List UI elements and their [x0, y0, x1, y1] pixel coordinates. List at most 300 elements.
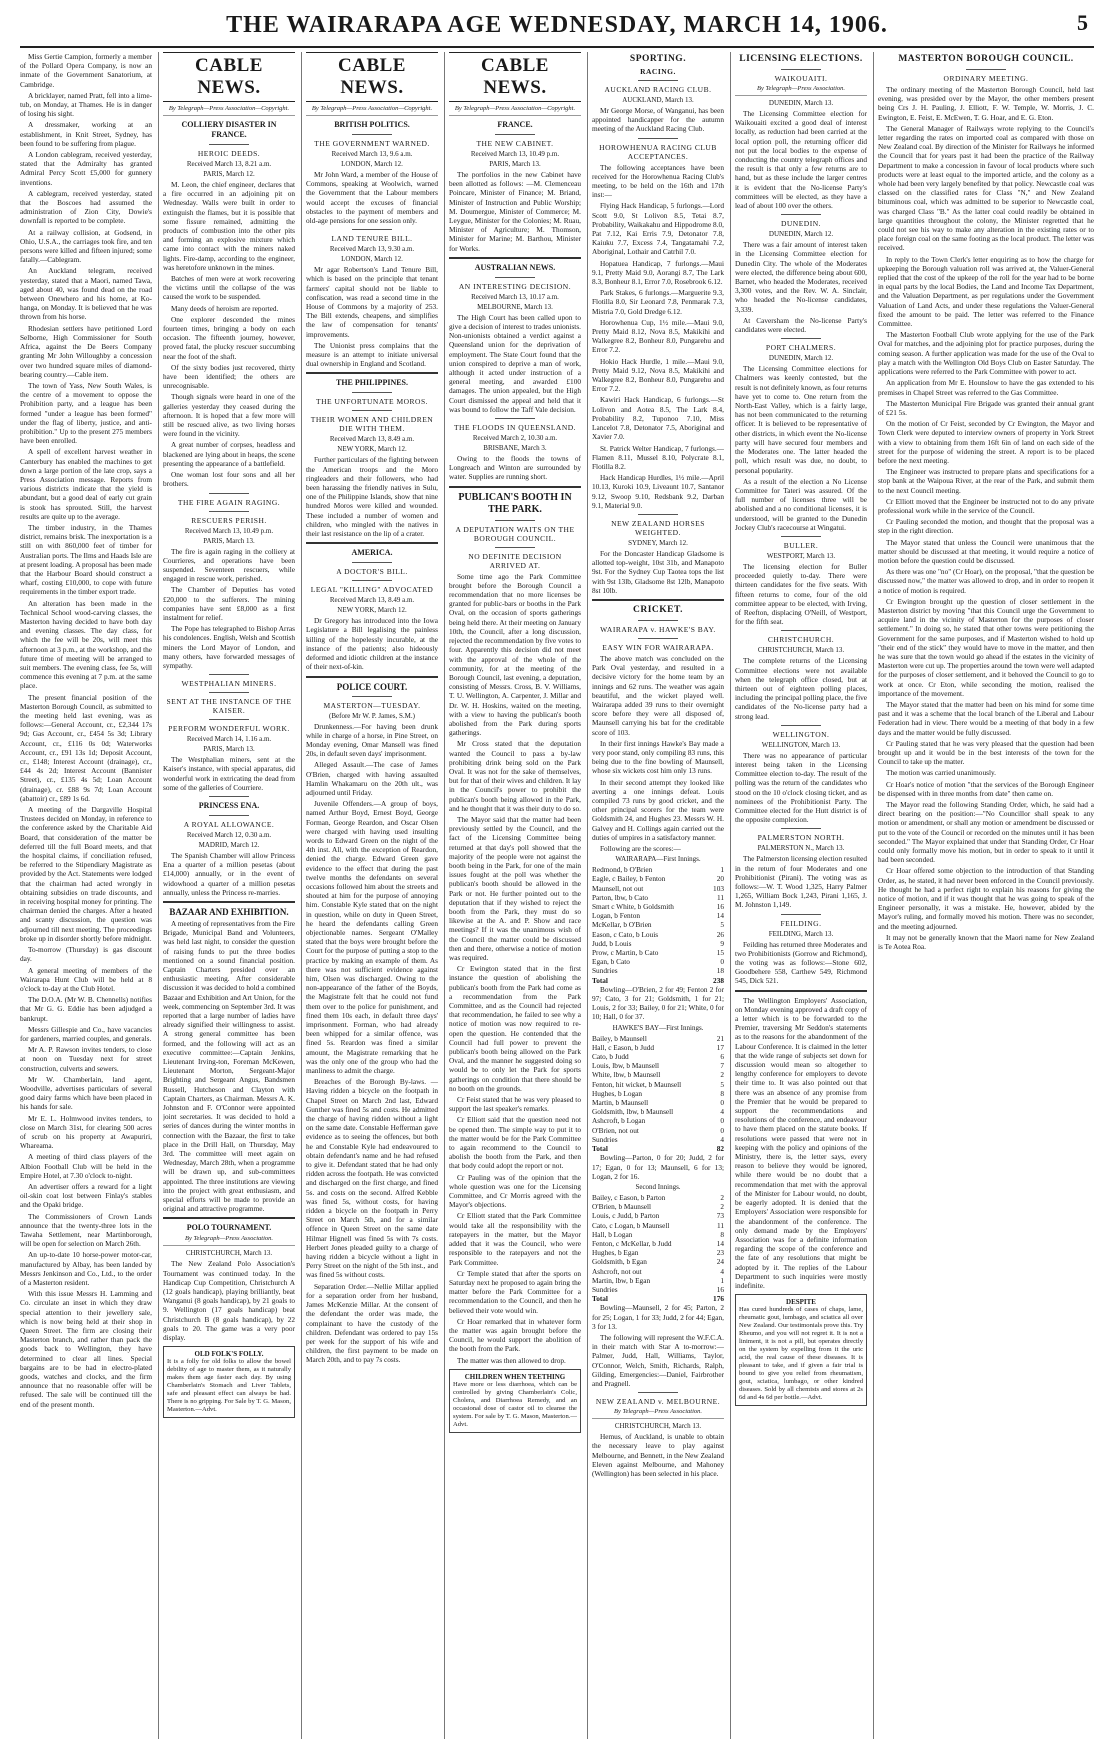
article-paragraph: Alleged Assault.—The case of James O'Brien, charged with having assaulted Hamlin Whakamaru on the 20th ult., was adjourned until Friday.: [306, 760, 438, 797]
place-heading: PORT CHALMERS.: [765, 343, 837, 353]
article-subhead: A DOCTOR'S BILL.: [336, 567, 408, 577]
received-line: Received March 13, 10.49 p.m.: [184, 526, 274, 535]
article-paragraph: One woman lost four sons and all her brothers.: [163, 470, 295, 489]
batsman-entry: Total: [592, 1144, 608, 1154]
article-paragraph: Though signals were heard in one of the galleries yesterday they ceased during the afternoon. It is hoped that a few more will still be rescued alive, as two living horses were found in the vicinity.: [163, 392, 295, 439]
dateline: LONDON, March 12.: [341, 160, 403, 168]
scorecard-row: [592, 1267, 724, 1276]
article-headline: POLO TOURNAMENT.: [186, 1223, 272, 1233]
runs-value: 0: [720, 1125, 724, 1135]
article-paragraph: The Wellington Employers' Association, on Monday evening approved a draft copy of a letter which is to be forwarded to the Premier, traversing Mr Seddon's statements as to the reasons for the abandonment of the Labour Conference. It is claimed in the letter that the wide range of subjects set down for discussion would mean so altogether to lengthy conference for employers to devote their time to. It was also pointed out that there was an absence of any promise from the Premier that he would be prepared to support the recommendations and resolutions of the conference, and endeavour to have them placed on the statute books. If resolutions were passed that were not in keeping with the policy and opinions of the Ministry, there is, the letter says, every reason to believe they would be ignored, while there would be no doubt that a recommendation that met with the approval of the Minister for Labour would, no doubt, be eagerly adopted. It is denied that the Employers' Association were responsible for the abandonment of the conference. The only demand made by the Employers' Association was for a definite information regarding the scope of the conference and the fate of any resolutions that might be adopted by it. The replies of the Labour Department to such inquiries were mostly indefinite.: [735, 995, 867, 1290]
batsman-entry: Fenton, hit wicket, b Maunsell: [592, 1079, 682, 1089]
article-paragraph: In their second attempt they looked like averting a one innings defeat. Louis compiled 73 runs by good cricket, and the other principal scorers for the team were Goldsmith 24, and Hughes 23. Messrs W. H. Galvey and H. Collings again carried out the duties of umpires in a satisfactory manner.: [592, 777, 724, 842]
batsman-entry: O'Brien, b Maunsell: [592, 1202, 652, 1212]
article-paragraph: Horowhenua Cup, 1½ mile.—Maui 9.0, Pretty Maid 8.12, Nova 8.5, Makikihi and Walkegree 8.2, Bonheur 8.0, Pungarehu and Error 7.2.: [592, 317, 724, 355]
article-paragraph: Following are the scores:—: [600, 844, 681, 853]
runs-value: 8: [720, 1088, 724, 1098]
separator: [638, 138, 678, 139]
dateline: AUCKLAND, March 13.: [622, 96, 694, 104]
dateline: NEW YORK, March 12.: [337, 445, 407, 454]
scorecard-heading: WAIRARAPA—First Innings.: [615, 855, 701, 864]
scorecard-row: [592, 1080, 724, 1089]
column-rule: [444, 52, 445, 1739]
article-headline: HOROWHENUA RACING CLUB ACCEPTANCES.: [599, 142, 717, 161]
news-paragraph: Rhodesian settlers have petitioned Lord Selborne, High Commissioner for South Africa, against the De Beers Company granting Mr John Willoughby a concession over two hundred square miles of diamond-bearing country.—Cable item.: [20, 323, 152, 379]
batsman-entry: Fenton, c McKellar, b Judd: [592, 1238, 672, 1248]
article-paragraph: St. Patrick Welter Handicap, 7 furlongs.—Flamen 8.11, Mussel 8.10, Polycrate 8.1, Flotilla 8.2.: [592, 443, 724, 471]
article-paragraph: The Mayor read the following Standing Order, which, he said had a direct bearing on the position:—"No Councillor shall speak to any motion or amendment, or shall any motion or amendment be discussed or put to the vote of the Council or recorded on the minutes until it has been seconded." The Mayor explained that under that Standing Order, Cr Hoar could only formally move his motion, but in order to speak to it until it had been seconded.: [878, 800, 1094, 865]
article-paragraph: Many deeds of heroism are reported.: [171, 303, 279, 313]
article-paragraph: Cr Pauling seconded the motion, and thought that the proposal was a step in the right direction.: [878, 517, 1094, 536]
scorecard-row: [592, 1285, 724, 1294]
runs-value: 1: [720, 865, 724, 875]
article-paragraph: Mr John Ward, a member of the House of Commons, speaking at Woolwich, warned the Government that the Labour members would accept the excuses of financial obstacles to the payment of members and old-age pensions for one session only.: [306, 170, 438, 226]
article-paragraph: Cr Elliott stated that the Park Committee would take all the responsibility with the ratepayers in the matter, but the Mayor added that it was the Council, who were responsible to the ratepayers and not the Park Committee.: [449, 1211, 581, 1267]
dateline: CHRISTCHURCH, March 13.: [185, 1249, 273, 1258]
article-subhead: EASY WIN FOR WAIRARAPA.: [602, 642, 714, 652]
article-body: [306, 265, 438, 368]
section-heading: MASTERTON BOROUGH COUNCIL.: [898, 54, 1074, 64]
news-paragraph: An alteration has been made in the Technical School wood-carving classes, the Masterton having decided to have both day and evening classes. The day class, for which the fee will be 20s, will meet this afternoon at 3 p.m., at the workshop, and the future time of meeting will be arranged to suit members. The evening class, fee 5s, will commence this evening at 7 p.m. at the same place.: [20, 598, 152, 691]
article-paragraph: Hack Handicap Hurdles, 1½ mile.—April 10.13, Kuroki 10.9, Liveaunt 10.7, Santanor 9.12, Swoop 9.10, Redsbank 9.2, Darban 9.1, Material 9.0.: [592, 473, 724, 510]
scorecard-row: [592, 1052, 724, 1061]
runs-value: 23: [716, 1248, 724, 1258]
article-body: [163, 547, 295, 671]
advertisement: [735, 1294, 867, 1406]
article-paragraph: Drunkenness.—For having been drunk while in charge of a horse, in Pine Street, on Monday evening, Omar Mansell was fined 20s, in default seven days' imprisonment.: [306, 721, 438, 759]
article-paragraph: A great number of corpses, headless and blackened are lying about in heaps, the scene presenting the appearance of a battlefield.: [163, 440, 295, 468]
article-headline: PRINCESS ENA.: [198, 800, 260, 810]
separator: [495, 547, 535, 548]
scorecard-total-row: [592, 976, 724, 985]
article-subhead: PERFORM WONDERFUL WORK.: [168, 724, 290, 734]
article-subhead: SENT AT THE INSTANCE OF THE KAISER.: [166, 697, 292, 716]
separator: [781, 914, 821, 915]
scorecard-row: [592, 1202, 724, 1211]
batsman-entry: Parton, lbw, b Cato: [592, 892, 649, 902]
column-rule: [873, 52, 874, 1739]
dateline: PARIS, March 12.: [203, 170, 255, 178]
scorecard-row: [592, 1211, 724, 1220]
article-paragraph: The Westphalian miners, sent at the Kaiser's instance, with special apparatus, did wonderful work in extricating the dead from some of the galleries of Courriere.: [163, 755, 295, 792]
runs-value: 5: [720, 920, 724, 930]
article-headline: THE PHILIPPINES.: [335, 378, 408, 388]
batsman-entry: Ashcroft, not out: [592, 1266, 642, 1276]
place-heading: FEILDING.: [780, 918, 822, 928]
column-1-local-news: [20, 52, 152, 1739]
batsman-entry: Hall, c Eason, b Judd: [592, 1042, 655, 1052]
batsman-entry: Eagle, c Bailey, b Fenton: [592, 874, 666, 884]
news-paragraph: Miss Gertie Campion, formerly a member of the Pollard Opera Company, is now an inmate of the Government Sanatorium, at Cambridge.: [20, 52, 152, 89]
ad-title: DESPITE: [786, 1298, 816, 1307]
dateline: MELBOURNE, March 13.: [477, 302, 553, 311]
news-paragraph: Mr A. P. Rawson invites tenders, to close at noon on Tuesday next for street construction, culverts and sewers.: [20, 1045, 152, 1073]
scorecard-row: [592, 874, 724, 883]
separator: [209, 144, 249, 145]
separator: [352, 410, 392, 411]
article-paragraph: The complete returns of the Licensing Committee elections were not available when the telegraph office closed, but at thirteen out of eighteen polling places, including the principal polling place, the five candidates of the No-license party had a strong lead.: [735, 656, 867, 721]
dateline: NEW YORK, March 12.: [337, 606, 407, 615]
runs-value: 15: [716, 948, 724, 958]
separator: [781, 828, 821, 829]
article-body: [163, 919, 295, 1214]
article-subhead: A ROYAL ALLOWANCE.: [183, 819, 275, 829]
batsman-entry: Sundries: [592, 1134, 618, 1144]
runs-value: 7: [720, 1061, 724, 1071]
batsman-entry: Prow, c Martin, b Cato: [592, 948, 659, 958]
article-paragraph: Cr Ewington stated that in the first instance the question of abolishing the publican's booth from the Park had come as a recommendation from the Park Committee, and as the Council had rejected that recommendation, he failed to see why a notice of motion was now required to re-open the question. He contended that the Council had full power to prevent the publican's booth being allowed on the Park Oval, and the manner he suggested doing so would be to only let the Park for sports gatherings on condition that there should be no booth on the grounds.: [449, 964, 581, 1093]
advertisement: [163, 1346, 295, 1418]
article-paragraph: There was no appearance of particular interest being taken in the Licensing Committee election to-day. The result of the polling was the return of the candidates who stood on the 10 o'clock closing ticket, and as nominees of the Prohibitionist Party. The Committee elected for the Hutt district is of the opposite complexion.: [735, 750, 867, 825]
article-headline: BRITISH POLITICS.: [334, 120, 410, 129]
separator: [209, 511, 249, 512]
article-paragraph: For the Doncaster Handicap Gladsome is allotted top-weight, 10st 31b, and Manapoto 9st. For the Sydney Cup Taotea tops the list with 9st 13lb, Gladsome 8st 12lb, Manapoto 8st 10lb.: [592, 548, 724, 595]
cable-news-banner: CABLE NEWS.: [306, 52, 438, 102]
scorecard-row: [592, 1126, 724, 1135]
scorecard-heading: HAWKE'S BAY—First Innings.: [612, 1023, 704, 1032]
news-paragraph: A bricklayer, named Pratt, fell into a lime-tub, on Monday, at Thames. He is in danger of losing his sight.: [20, 90, 152, 119]
received-line: Received March 13, 8.49 a.m.: [329, 596, 415, 605]
article-paragraph: Hokio Hack Hurdle, 1 mile.—Maui 9.0, Pretty Maid 9.12, Nova 8.5, Makikihi and Walkegree 8.2, Bonheur 8.0, Pungarehu and Error 7.2.: [592, 356, 724, 394]
byline: By Telegraph—Press Association.: [735, 85, 867, 96]
article-body: [592, 549, 724, 595]
news-paragraph: A cablegram, received yesterday, stated that the Boscoes had assumed the administration of Zion City, Dowie's downfall is reported to be complete.: [20, 188, 152, 226]
article-body: [592, 163, 724, 510]
article-body: [592, 654, 724, 853]
runs-value: 2: [720, 1192, 724, 1202]
separator: [638, 80, 678, 81]
news-paragraph: To-morrow (Thursday) is gas discount day.: [20, 945, 152, 964]
article-paragraph: The ordinary meeting of the Masterton Borough Council, held last evening, was presided over by the Mayor, the other members present being Crs J. H. Pauling, J. Elliott, F. W. Temple, W. Morris, J. C. Ewington, E. Feist, E. McEwen, T. G. Hoar, and E. G. Eton.: [878, 85, 1094, 122]
article-paragraph: The matter was then allowed to drop.: [457, 1355, 566, 1365]
article-paragraph: Juvenile Offenders.—A group of boys, named Arthur Boyd, Ernest Boyd, George Forman, George Reardon, and Oscar Olsen were charged with having used insulting words to Edward Green on the night of the 4th inst. All, with the exception of Reardon, denied the charge. Edward Green gave evidence to the effect that during the past twelve months the defendants on several occasions followed him about the streets and shouted at him for the purpose of annoying him. Constable Kyle stated that on the night in question, while on duty in Queen Street, he heard the defendants calling Green objectionable names. Sergeant O'Malley stated that the boys were brought before the Court for the purpose of putting a stop to the practice by making an example of them. As there was not sufficient evidence against him, Olsen was discharged. Owing to the non-appearance of the father of the Boyds, the Magistrate felt that he could not fund them over to the police for punishment, and fined them 10s each, in default three days' imprisonment. Forman, who had already been whipped for a similar offence, was fined 5s. Reardon was fined a similar amount, the Magistrate remarking that he was the only one of the group who had the manliness to admit the charge.: [306, 799, 438, 1076]
batsman-entry: Goldsmith, lbw, b Maunsell: [592, 1107, 674, 1117]
article-paragraph: In reply to the Town Clerk's letter enquiring as to how the charge for upkeeping the Borough valuation roll was arrived at, the Valuer-General replied that the cost of the upkeep of the roll for the year had to be borne in equal parts by the local Bodies, the Land and Income Tax Department, and the Valuation Department, as per regulations under the Government Valuation of Land Acts, and under these regulations the Valuer-General fixed the amount to be paid. The letter was referred to the Finance Committee.: [878, 254, 1094, 329]
masthead: [20, 6, 1094, 48]
news-paragraph: The Commissioners of Crown Lands announce that the twenty-three lots in the Tawaha Settlement, near Martinborough, will be open for selection on March 26th.: [20, 1211, 152, 1249]
separator: [966, 69, 1006, 70]
batsman-entry: Louis, lbw, b Maunsell: [592, 1061, 660, 1071]
dateline: WESTPORT, March 13.: [766, 551, 836, 560]
article-paragraph: M. Leon, the chief engineer, declares that a fire occurred in an adjoining pit on Wednesday. Walls were built in order to extinguish the flames, but it is possible that some fissure remained, admitting the products of combustion into the other pits and forming an explosive mixture which came into contact with the miners naked lights. Fire-damp, according to the engineer, was heretofore unknown in the mines.: [163, 180, 295, 272]
scorecard-heading: Second Innings.: [635, 1182, 681, 1191]
section-rule: [306, 542, 438, 544]
scorecard-row: [592, 1221, 724, 1230]
article-paragraph: Breaches of the Borough By-laws. —Having ridden a bicycle on the footpath in Chapel Street on March 2nd last, Edward Gunther was fined 5s and costs. He admitted the charge of having ridden without a light on the same date. Constable Hefferman gave evidence as to seeing the offences, but both he and Constable Kyle had endeavoured to obtain defendant's name and he had refused to give it. Defendant stated that he had only ridden across the footpath. He was convicted and discharged on the first charge, and fined 5s. and costs on the second. Alfred Kebble was fined 5s, without costs, for having ridden a bicycle on the footpath in Perry Street on March 5th, and for a similar offence in Queen Street on the same date Hilmar Hignell was fined 5s with 7s costs. Herbert Jones pleaded guilty to a charge of having ridden a bicycle without a light in Perry Street on the night of the 5th inst., and was fined 5s without costs.: [306, 1077, 438, 1280]
byline: By Telegraph—Press Association—Copyright.: [306, 105, 438, 116]
dateline: DUNEDIN, March 12.: [768, 230, 834, 239]
article-body: [306, 455, 438, 538]
separator: [352, 392, 392, 393]
section-rule: [735, 990, 867, 992]
article-paragraph: The General Manager of Railways wrote replying to the Council's letter regarding the rates on imported coal as compared with those on New Zealand coal. By direction of the Minister for Railways he informed the Council that for years past it had been the practice of the Railway Department to make a concession in favour of local products where such products were at least equal to the imported article, and the colony as a whole had been very largely benefited by that policy. Newcastle coal was classed on the classified rates for Class "N," and New Zealand bituminous coal, which was admitted to be superior to Newcastle coal, was charged Class "B." As the latter coal could readily be obtained in large quantities throughout the colony, the Minister regretted that he could not see his way to make any alteration in the existing rates or to place foreign coal on the same footing as the local product. The letter was received.: [878, 123, 1094, 253]
article-subhead: THE GOVERNMENT WARNED.: [314, 139, 430, 148]
dateline: FEILDING, March 13.: [768, 929, 834, 938]
received-line: Received March 13, 10.49 p.m.: [470, 150, 560, 158]
scorecard-row: [592, 884, 724, 893]
article-paragraph: Cr Hoar remarked that in whatever form the matter was again brought before the Council, he would support the abolition of the booth from the Park.: [449, 1316, 581, 1354]
article-body: [449, 170, 581, 253]
article-subhead: AN INTERESTING DECISION.: [458, 281, 572, 291]
news-paragraph: With this issue Messrs H. Lamming and Co. circulate an inset in which they draw special attention to their jewellery sale, which is now being held at their shop in Queen Street. The firm are closing their Masterton branch, and rather than pack the goods back to Wellington, they have determined to clear all lines. Special bargains are to be had in electro-plated goods, watches and clocks, and the firm announce that no reasonable offer will be refused. The sale will be continued till the end of the present month.: [20, 1289, 152, 1409]
article-headline: NEW ZEALAND v. MELBOURNE.: [595, 1397, 721, 1407]
separator: [638, 1392, 678, 1393]
runs-value: 5: [720, 1079, 724, 1089]
article-paragraph: In their first innings Hawke's Bay made a very poor stand, only compiling 83 runs, this being due to the fine bowling of Maunsell, whose six wickets cost him only 13 runs.: [592, 738, 724, 776]
batsman-entry: Martin, lbw, b Egan: [592, 1275, 651, 1285]
page-number: 5: [1077, 10, 1088, 35]
scorecard-row: [592, 1061, 724, 1070]
separator: [781, 536, 821, 537]
separator: [495, 520, 535, 521]
place-heading: CHRISTCHURCH.: [767, 635, 835, 645]
scorecard-total: [592, 1294, 724, 1303]
byline: By Telegraph—Press Association—Copyright.: [163, 105, 295, 116]
article-paragraph: Park Stakes, 6 furlongs.—Marguerite 9.3, Flotilla 8.0, Sir Leonard 7.8, Penmarak 7.3, Mistria 7.0, Gold Dredge 6.12.: [592, 288, 724, 316]
article-headline: NEW ZEALAND HORSES WEIGHTED.: [611, 518, 705, 537]
article-paragraph: The Mayor stated that the matter had been on his mind for some time past and it was a scheme that the local branch of the Liberal and Labour Federation had in view. There would be a meeting of that body in a few days and the matter would be fully discussed.: [878, 700, 1094, 737]
article-headline: AUCKLAND RACING CLUB.: [604, 85, 712, 94]
article-paragraph: The Unionist press complains that the measure is an attempt to initiate universal dual ownership in England and Scotland.: [306, 340, 438, 369]
section-rule: [449, 486, 581, 488]
news-paragraph: A general meeting of members of the Wairarapa Hunt Club will be held at 8 o'clock to-day at the Club Hotel.: [20, 965, 152, 993]
batsman-entry: Bailey, b Maunsell: [592, 1033, 647, 1043]
article-headline: COLLIERY DISASTER IN FRANCE.: [181, 120, 277, 139]
dateline: PARIS, March 13.: [203, 536, 255, 545]
article-subhead: THEIR WOMEN AND CHILDREN DIE WITH THEM.: [310, 415, 434, 434]
runs-value: 21: [716, 1033, 724, 1043]
separator: [209, 719, 249, 720]
runs-value: 11: [716, 1220, 724, 1230]
bowling-summary: Bowling—Maunsell, 2 for 45; Parton, 2 for 25; Logan, 1 for 33; Judd, 2 for 44; Egan, 3 for 13.: [592, 1303, 724, 1331]
article-headline: AUSTRALIAN NEWS.: [474, 262, 556, 272]
article-paragraph: Dr Gregory has introduced into the Iowa Legislature a Bill legalising the painless killing of the hopelessly incurable, at the instance of the patients; also hideously deformed and idiotic children at the instance of their next-of-kin.: [306, 616, 438, 672]
section-rule: [163, 901, 295, 903]
section-rule: [592, 599, 724, 601]
separator: [495, 418, 535, 419]
runs-value: 24: [716, 1257, 724, 1267]
article-paragraph: The Licensing Committee election for Waikouaiti excited a good deal of interest locally, as reduction had been carried at the local option poll, the returning officer did not put the local bodies to the expense of conducting the country telegraph offices and the result is that only a few returns are to hand, but as these include the larger centres it is evident that the No-license Party's committees will be elected, as they have a lead of about 100 over the others.: [735, 109, 867, 211]
news-paragraph: A London cablegram, received yesterday, stated that the Admiralty has granted Admiral Percy Scott £5,000 for gunnery inventions.: [20, 150, 152, 187]
scorecard-row: [592, 948, 724, 957]
article-paragraph: The licensing election for Buller proceeded quietly to-day. There were thirteen candidates for the five seats. With fifteen returns to come, four of the old committee appear to be elected, with Irving, of Reefton, displacing O'Neill, of Westport, for the fifth seat.: [735, 561, 867, 627]
received-line: Received March 2, 10.30 a.m.: [472, 434, 558, 443]
separator: [352, 580, 392, 581]
article-body: [306, 722, 438, 1365]
scorecard-row: [592, 930, 724, 939]
news-paragraph: A meeting of the Dargaville Hospital Trustees decided on Monday, in reference to the conference asked by the Charitable Aid Board, that consideration of the matter be deferred till the full Board meets, and that the hospital claims, if conciliation refused, be referred to the Stipendiary Magistrate as provided by the Act. Statements were lodged that the chairman had acted wrongly in obtaining subsidies on trade discounts, and in receiving hospital money for printing. The chairman denied the charges. After a heated and scanty discussion, the question was adjourned till next meeting. The proceedings broke up in disorder shortly before midnight.: [20, 805, 152, 943]
news-paragraph: At a railway collision, at Godsend, in Ohio, U.S.A., the carriages took fire, and ten persons were killed and fifteen injured; some fatally.—Cablegram.: [20, 227, 152, 265]
news-paragraph: Messrs Gillespie and Co., have vacancies for gardeners, married couples, and generals.: [20, 1024, 152, 1043]
article-paragraph: Some time ago the Park Committee brought before the Borough Council a recommendation that no more licenses be granted for public-bars or booths in the Park Oval, on the occasion of sports gatherings being held there. At their meeting on January 10th, the Council, after a long discussion, rejected the recommendation by five votes to four. Apparently this decision did not meet with the approval of the whole of the community, for at the meeting of the Borough Council, last evening, a deputation, consisting of Messrs. Cross, B. V. Williams, T. U. Wellington, A. Carpenter, J. Millar and Dr. W. H. Hoskins, waited on the meeting, with a view to having the publican's booth abolished from the Park during sports gatherings.: [449, 571, 581, 738]
article-body: [878, 85, 1094, 951]
article-subhead: MASTERTON—TUESDAY.: [323, 700, 421, 710]
batsman-entry: Logan, b Fenton: [592, 911, 641, 921]
article-body: [449, 313, 581, 414]
separator: [638, 514, 678, 515]
ad-title: OLD FOLK'S FOLLY.: [194, 1350, 264, 1359]
article-paragraph: The High Court has been called upon to give a decision of interest to trades unionists. Non-unionists obtained a verdict against a Queensland union for the deprivation of employment. The State Court found that the union conspired to deprive a man of work, although it acted under instruction of a general meeting, and awarded £100 damages. The union appealed, but the High Court dismissed the appeal and held that it was bound to follow the Taff Vale decision.: [449, 312, 581, 414]
article-paragraph: The Masterton Football Club wrote applying for the use of the Park Oval for matches, and the adjoining plot for practice purposes, during the coming season. A further application was made for the use of the Oval to play a match with the Wellington Old Boys Club on Easter Saturday. The applications were referred to the Park Committee with power to act.: [878, 330, 1094, 377]
column-5-sporting: [592, 52, 724, 1739]
news-paragraph: An advertiser offers a reward for a light oil-skin coat lost between Finlay's stables and the Opaki bridge.: [20, 1181, 152, 1210]
scorecard-row: [592, 957, 724, 966]
dateline: DUNEDIN, March 13.: [768, 99, 834, 107]
masthead-title: THE WAIRARAPA AGE WEDNESDAY, MARCH 14, 1906.: [226, 12, 888, 38]
received-line: Received March 13, 9.6 a.m.: [331, 150, 413, 158]
article-paragraph: A meeting of representatives from the Fire Brigade, Municipal Band and Volunteers, was held last night, to consider the question of raising funds to put the three bodies mentioned on a sound financial position. Captain Charters presided over an enthusiastic meeting. After considerable discussion it was decided to hold a combined Bazaar and Exhibition and Art Union, for the week, commencing on September 3rd. It was reported that a large number of ladies have already signified their willingness to assist. A strong general committee has been formed, and the following will act as an executive committee:—Captain Jenkins, Lieutenant Irving-ton, Foreman McKewen, Lieutenant Morton, Sergeant-Major Brighting and Sergeant Angus, Bandsmen Russell, Hutcheson and Clayton with Captain Charters, as Chairman. Messrs A. K. Johnston and F. O'Connor were appointed joint secretaries. It was decided to hold a series of dances during the winter months in connection with the Bazaar, the first to take place in the Drill Hall, on Thursday, May 3rd. The committee will meet again on Wednesday, March 28th, when a programme will be drawn up, and sub-committees appointed. The three institutions are viewing into the project with great enthusiasm, and special efforts will be made to provide an original and attractive programme.: [163, 918, 295, 1214]
licensing-sections: [735, 69, 867, 986]
article-paragraph: The Palmerston licensing election resulted in the return of four Moderates and one Prohibitionist (Pirani). The voting was as follows:—W. T. Wood 1,325, Harry Palmer 1,265, William Bock 1,243, Pirani 1,165, J. M. Johnston 1,149.: [735, 854, 867, 910]
article-headline: WESTPHALIAN MINERS.: [181, 679, 277, 689]
article-paragraph: The following will represent the W.F.C.A. in their match with Star A to-morrow:—Palmer, Judd, Hall, Williams, Taylor, O'Connor, Welch, Smith, Richards, Ralph, Gilding, Emergencies:—Daniel, Fairbrother and Pragnell.: [592, 1332, 724, 1388]
column-2-cable-news: [163, 52, 295, 1739]
batsman-entry: Bailey, c Eason, b Parton: [592, 1192, 666, 1202]
cable-news-banner: CABLE NEWS.: [163, 52, 295, 102]
news-paragraph: The D.O.A. (Mr W. B. Chennells) notifies that Mr G. G. Eddie has been adjudged a bankrupt.: [20, 995, 152, 1023]
article-body: [163, 755, 295, 792]
runs-value: 4: [720, 1266, 724, 1276]
bowling-summary: Bowling—Parton, 0 for 20; Judd, 2 for 17; Egan, 0 for 13; Maunsell, 6 for 13; Logan, 2 for 16.: [592, 1153, 724, 1181]
court-bench: (Before Mr W. P. James, S.M.): [329, 711, 415, 720]
article-paragraph: An application from Mr E. Hounslow to have the gas extended to his premises in Chapel Street was referred to the Gas Committee.: [878, 378, 1094, 397]
column-7-borough-council: [878, 52, 1094, 1739]
article-subhead: A DEPUTATION WAITS ON THE BOROUGH COUNCIL.: [455, 524, 575, 543]
batsman-entry: Total: [592, 975, 608, 985]
runs-value: 103: [713, 883, 724, 893]
cable-news-banner: CABLE NEWS.: [449, 52, 581, 102]
scorecard-row: [592, 1230, 724, 1239]
place-heading: PALMERSTON NORTH.: [757, 833, 845, 843]
batsman-entry: Goldsmith, b Egan: [592, 1257, 647, 1267]
article-body: [306, 170, 438, 225]
article-paragraph: Cr Pauling stated that he was very pleased that the question had been brought up and it would be in the best interests of the town for the Council to take up the matter.: [878, 738, 1094, 767]
article-paragraph: Mr agar Robertson's Land Tenure Bill, which is based on the principle that tenant farmers' capital should not be liable to confiscation, was read a second time in the House of Commons by a majority of 253. The Bill extends, cheapens, and simplifies the law of compensation for tenants' improvements.: [306, 265, 438, 339]
batsman-entry: Smart c White, b Goldsmith: [592, 902, 674, 912]
article-body: [449, 572, 581, 1365]
place-heading: WAIKOUAITI.: [774, 74, 828, 83]
dateline: SYDNEY, March 12.: [628, 538, 688, 547]
batsman-entry: Sundries: [592, 966, 618, 976]
dateline: LONDON, March 12.: [341, 255, 403, 264]
runs-value: 6: [720, 1052, 724, 1062]
news-paragraph: The town of Yass, New South Wales, is the centre of a movement to oppose the Prohibition party, and a league has been formed "under a league has been formed" under the flag of liberty, justice, and anti-prohibition." Up to the present 275 members have been enrolled.: [20, 380, 152, 446]
separator: [352, 229, 392, 230]
article-paragraph: The Engineer was instructed to prepare plans and specifications for a stop bank at the Waipoua River, at the rear of the Park, and submit them to the next Council meeting.: [878, 467, 1094, 495]
article-subhead: NO DEFINITE DECISION ARRIVED AT.: [468, 551, 562, 570]
article-paragraph: Further particulars of the fighting between the American troops and the Moro ringleaders and their followers, who had been harassing the friendly natives in Sulu, one of the Philippine Islands, show that nine hundred Moros were killed and wounded. These included a number of women and children, who mingled with the natives in their last resistance on the lip of a crater.: [306, 455, 438, 539]
news-paragraph: An up-to-date 10 horse-power motor-car, manufactured by Albay, has been landed by Messrs Jenkinson and Co., Ltd., to the order of a Masterton resident.: [20, 1250, 152, 1287]
article-paragraph: The Spanish Chamber will allow Princess Ena a quarter of a million pesetas (about £14,000) annually, or in the event of widowhood a quarter of a million pesetas annually, unless the Princess re-marries.: [163, 850, 295, 897]
scorecard-row: [592, 1098, 724, 1107]
scorecard: [592, 865, 724, 975]
ad-title: CHILDREN WHEN TEETHING: [464, 1372, 566, 1381]
runs-value: 16: [716, 902, 724, 912]
article-paragraph: Cr Elliott moved that the Engineer be instructed not to do any private professional work while in the service of the Council.: [878, 496, 1094, 515]
scorecard-row: [592, 1248, 724, 1257]
received-line: Received March 13, 8.21 a.m.: [186, 160, 272, 168]
article-paragraph: On the motion of Cr Feist, seconded by Cr Ewington, the Mayor and Town Clerk were deputed to interview owners of property in York Street with a view to obtaining from them 16ft 6in of land on each side of the street for the purpose of widening the street. A report is to be placed before the next meeting.: [878, 419, 1094, 465]
scorecard-row: [592, 1239, 724, 1248]
byline: By Telegraph—Press Association.: [592, 1408, 724, 1419]
runs-value: 16: [716, 1284, 724, 1294]
article-paragraph: Cr Elliott said that the question need not be opened then. The simple way to put it to the matter would be for the Park Committee to again recommend to the Council to abolish the booth from the Park, and then that body could adopt the report or not.: [449, 1115, 581, 1171]
batsman-entry: Redmond, b O'Brien: [592, 865, 653, 875]
article-paragraph: The Masterton Municipal Fire Brigade was granted their annual grant of £21 5s.: [878, 398, 1094, 417]
runs-value: 4: [720, 1107, 724, 1117]
article-paragraph: The New Zealand Polo Association's Tournament was continued today. In the Handicap Cup Competition, Christchurch A (12 goals handicap), playing brilliantly, beat Wanganui (8 goals handicap), by 21 goals to 9. Wellington (17 goals handicap) beat Christchurch B (8 goals handicap), by 22 goals to 20. The game was a very poor display.: [163, 1259, 295, 1343]
article-paragraph: Hopatuea Handicap, 7 furlongs.—Maui 9.1, Pretty Maid 9.0, Aorangi 8.7, The Lark 8.3, Bonheur 8.1, Error 7.0, Rosebrook 6.12.: [592, 258, 724, 287]
runs-value: 8: [720, 1229, 724, 1239]
article-paragraph: Feilding has returned three Moderates and two Prohibitionists (Gorrow and Richmond), the voting was as follows:—Stone 602, Goodbehere 558, Carthew 549, Richmond 545, Dick 521.: [735, 939, 867, 986]
section-rule: [306, 372, 438, 374]
scorecard-total: [592, 976, 724, 985]
article-paragraph: Cr Hoar offered some objection to the introduction of that Standing Order, as, he stated, it had never been enforced in the Council previously. He thought he had a perfect right to explain his reasons for giving the notice of motion, and if it was thought that he was going to speak of the Engineer personally, it was a mistake. He, however, abided by the Mayor's ruling, and formally moved his motion. There was no seconder, and the meeting adjourned.: [878, 866, 1094, 931]
runs-value: 238: [713, 975, 724, 985]
scorecard-row: [592, 939, 724, 948]
article-headline: THE FIRE AGAIN RAGING.: [177, 497, 281, 507]
scorecard-row: [592, 1043, 724, 1052]
news-paragraph: The timber industry, in the Thames district, remains brisk. The inexportation is a still on with 860,000 feet of timber for Australian ports. The Ilms and Haads Isle are at present loading. A proposal has been made that the Harbour Board should construct a wharf, costing £10,000, to cope with future requirements in the timber export trade.: [20, 522, 152, 597]
runs-value: 14: [716, 1238, 724, 1248]
runs-value: 2: [720, 1202, 724, 1212]
article-headline: FRANCE.: [497, 120, 533, 129]
article-paragraph: The Licensing Committee elections for Chalmers was keenly contested, but the result is not definitely known, as four returns have yet to come to. One return from the North-East Valley, which is a fairly large, has not been communicated to the returning officer. It is believed to be representative of other districts, in which event the No-license party will have secured four members and the Moderates one. The latter headed the poll, which result was due, no doubt, to personal popularity.: [735, 364, 867, 475]
article-paragraph: Kawiri Hack Handicap, 6 furlongs.—St Lolivon and Aotea 8.5, The Lark 8.4, Probability 8.2, Tuponoo 7.10, Miss Lancelot 7.8, Detonator 7.5, Aboriginal and Xavier 7.0.: [592, 395, 724, 442]
dateline: CHRISTCHURCH, March 13.: [614, 1422, 702, 1431]
scorecard-row: [592, 1107, 724, 1116]
article-subhead: WAIRARAPA v. HAWKE'S BAY.: [600, 624, 716, 634]
runs-value: 0: [720, 1116, 724, 1126]
runs-value: 11: [716, 892, 724, 902]
article-body: [163, 1259, 295, 1342]
article-subhead: THE NEW CABINET.: [476, 139, 554, 148]
scorecard-row: [592, 902, 724, 911]
article-paragraph: There was a fair amount of interest taken in the Licensing Committee election for Dunedin City. The whole of the Moderates were elected, the difference being about 600, Barnet, who headed the Moderates, received 3,300 votes, and the Rev. W. A. Sinclair, who headed the No-license candidates, 3,339.: [735, 240, 867, 314]
advertisement: [449, 1369, 581, 1433]
scorecard-row: [592, 920, 724, 929]
received-line: Received March 13, 8.49 a.m.: [329, 435, 415, 444]
article-subhead: THE UNFORTUNATE MOROS.: [315, 397, 428, 407]
separator: [495, 277, 535, 278]
received-line: Received March 14, 1.16 a.m.: [186, 735, 272, 744]
article-paragraph: Separation Order.—Nellie Millar applied for a separation order from her husband, James McKenzie Millar. At the consent of the defendant the order was made, the complainant to have the custody of the children. Defendant was ordered to pay 15s per week for the support of his wife and children, the first payment to be made on March 20th, and to pay 7s costs.: [306, 1281, 438, 1365]
column-rule: [158, 52, 159, 1739]
article-paragraph: Batches of men were at work recovering the victims until the collapse of the was caused the work to be suspended.: [163, 274, 295, 302]
runs-value: 20: [716, 874, 724, 884]
separator: [352, 134, 392, 135]
received-line: Received March 12, 0.30 a.m.: [186, 830, 272, 839]
dateline: WELLINGTON, March 13.: [761, 740, 841, 749]
article-paragraph: The motion was carried unanimously.: [886, 768, 996, 778]
separator: [781, 69, 821, 70]
news-paragraph: Mr W. Chamberlain, land agent, Woodville, advertises particulars of several good dairy farms which have been placed in his hands for sale.: [20, 1074, 152, 1112]
section-rule: [306, 676, 438, 678]
column-rule: [730, 52, 731, 1739]
article-paragraph: Hemus, of Auckland, is unable to obtain the necessary leave to play against Melbourne, and Bennett, in the New Zealand Eleven against Melbourne, and Mahoney (Wellington) has been selected in his place.: [592, 1432, 724, 1478]
batsman-entry: O'Brien, not out: [592, 1125, 639, 1135]
article-body: [163, 180, 295, 489]
article-paragraph: Cr Ewington brought up the question of closer settlement in the Masterton district by moving "that this Council urge the Government to acquire land in the vicinity of Masterton for the purposes of closer settlement." In doing so, he stated that other towns were petitioning the Government for the same purposes, and if Masterton wished to hold up "their end of the stick" they would have to move in the matter, and then he was sure that the town would go ahead if the estates in the vicinity of Masterton were cut up. The properties around the town were well adapted for the purposes of closer settlement, and it behoved the Council to go to work at once. Cr Eton, while seconding the motion, realised the importance of the movement.: [878, 596, 1094, 698]
article-paragraph: Of the sixty bodies just recovered, thirty have been identified; the others are unrecognisable.: [163, 362, 295, 391]
article-paragraph: The Mayor said that the matter had been previously settled by the Council, and the fact of the Licensing Committee being returned at that day's poll showed that the majority of the people were not against the booth being in the Park, for one of the main issues fought at the poll was whether the publican's booth should be allowed in the Park or not. He further pointed out to the deputation that if they wished to reject the booth from the Park, they must do so likewise at the A. and P. Show and race meetings? If it was the unanimous wish of the Council the matter could be discussed then and there, otherwise a notice of motion was required.: [449, 814, 581, 962]
section-rule: [163, 1217, 295, 1219]
news-paragraph: An Auckland telegram, received yesterday, stated that a Maori, named Tawa, aged about 40, was found dead on the road between Onewhero and his home, at Ko-hanga, on Monday. It is believed that he was thrown from his horse.: [20, 266, 152, 322]
separator: [209, 796, 249, 797]
runs-value: 26: [716, 929, 724, 939]
place-heading: BULLER.: [783, 540, 819, 550]
dateline: DUNEDIN, March 12.: [768, 354, 834, 363]
